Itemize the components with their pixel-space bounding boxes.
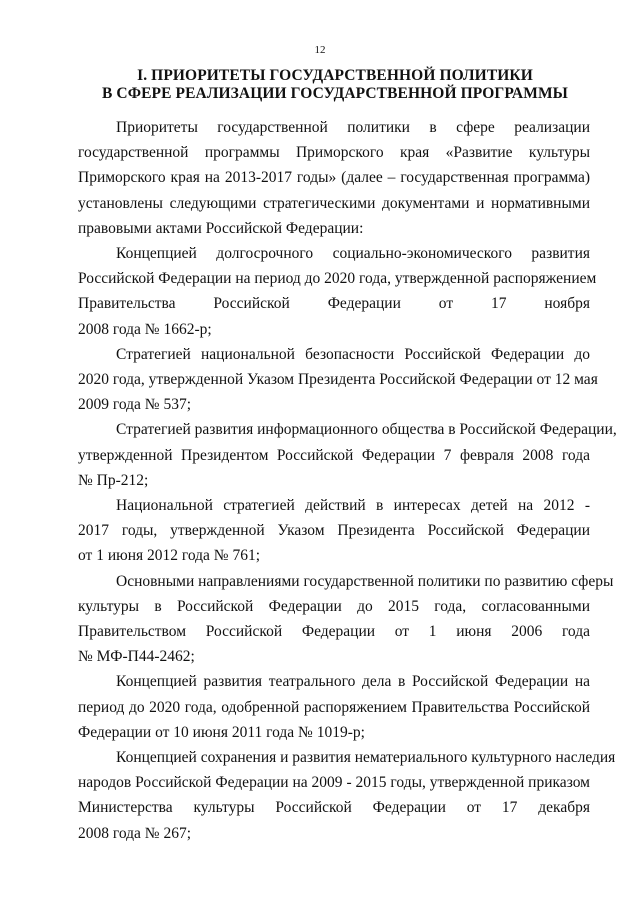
text-line: Концепцией сохранения и развития нематериального культурного наследия: [116, 749, 616, 767]
paragraph: [78, 669, 590, 745]
text-line: № МФ-П44-2462;: [78, 648, 195, 666]
section-title-line: I. ПРИОРИТЕТЫ ГОСУДАРСТВЕННОЙ ПОЛИТИКИ: [137, 67, 533, 84]
text-line: от 1 июня 2012 года № 761;: [78, 547, 261, 565]
section-title: [90, 67, 580, 103]
text-line: Министерства культуры Российской Федерации от 17 декабря: [78, 799, 590, 817]
text-line: Основными направлениями государственной политики по развитию сферы: [116, 572, 614, 590]
paragraph: [78, 569, 614, 670]
text-line: Приморского края на 2013-2017 годы» (далее – государственная программа): [78, 169, 590, 187]
paragraph: [78, 241, 597, 342]
text-line: Правительством Российской Федерации от 1 июня 2006 года: [78, 623, 590, 641]
page-number: 12: [314, 44, 326, 56]
document-body: [78, 115, 617, 846]
text-line: Правительства Российской Федерации от 17 ноября: [78, 295, 590, 313]
text-line: Федерации от 10 июня 2011 года № 1019-р;: [78, 723, 365, 741]
text-line: № Пр-212;: [78, 471, 149, 489]
text-line: установлены следующими стратегическими документами и нормативными: [78, 194, 590, 212]
text-line: Российской Федерации на период до 2020 года, утвержденной распоряжением: [78, 270, 597, 288]
paragraph: [78, 493, 590, 569]
text-line: Стратегией развития информационного общества в Российской Федерации,: [116, 421, 617, 439]
text-line: правовыми актами Российской Федерации:: [78, 219, 364, 237]
text-line: Национальной стратегией действий в интересах детей на 2012 -: [116, 497, 590, 515]
text-line: 2017 годы, утвержденной Указом Президента Российской Федерации: [78, 522, 590, 540]
text-line: Стратегией национальной безопасности Российской Федерации до: [116, 345, 590, 363]
text-line: Концепцией долгосрочного социально-экономического развития: [116, 245, 590, 263]
paragraph: [78, 115, 590, 241]
text-line: 2008 года № 267;: [78, 824, 192, 842]
text-line: Концепцией развития театрального дела в Российской Федерации на: [116, 673, 590, 691]
text-line: Приоритеты государственной политики в сфере реализации: [116, 119, 590, 136]
text-line: 2009 года № 537;: [78, 396, 192, 414]
text-line: культуры в Российской Федерации до 2015 года, согласованными: [78, 597, 590, 615]
text-line: 2020 года, утвержденной Указом Президента Российской Федерации от 12 мая: [78, 371, 598, 389]
text-line: народов Российской Федерации на 2009 - 2015 годы, утвержденной приказом: [78, 774, 590, 792]
text-line: 2008 года № 1662-р;: [78, 320, 212, 338]
section-title-line: В СФЕРЕ РЕАЛИЗАЦИИ ГОСУДАРСТВЕННОЙ ПРОГРАММЫ: [101, 85, 569, 102]
paragraph: [78, 745, 616, 846]
paragraph: [78, 342, 598, 418]
paragraph: [78, 417, 617, 493]
text-line: утвержденной Президентом Российской Федерации 7 февраля 2008 года: [78, 446, 590, 464]
text-line: период до 2020 года, одобренной распоряжением Правительства Российской: [78, 698, 590, 716]
text-line: государственной программы Приморского края «Развитие культуры: [78, 144, 590, 162]
